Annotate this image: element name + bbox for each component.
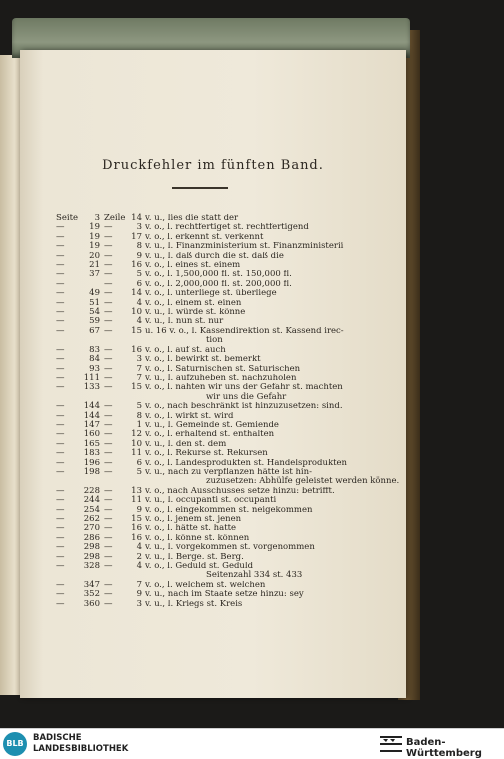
errata-page-number: 298 — [83, 542, 100, 553]
errata-correction: v. u., l. würde st. könne — [145, 308, 246, 318]
errata-line-number: 6 — [136, 457, 142, 468]
errata-correction: v. o., nach beschränkt ist hinzuzusetzen: sind. — [145, 402, 343, 412]
errata-row — [56, 289, 356, 298]
errata-row — [56, 590, 356, 599]
errata-page-label: — — [56, 269, 65, 280]
errata-page-label: — — [56, 316, 65, 327]
errata-line-number: 9 — [136, 504, 142, 515]
errata-correction: v. u., l. occupanti st. occupanti — [145, 496, 277, 506]
errata-line-number: 3 — [136, 222, 142, 233]
errata-correction: u. 16 v. o., l. Kassendirektion st. Kassend irec- — [145, 326, 344, 336]
errata-line-number: 6 — [136, 278, 142, 289]
errata-page-label: — — [56, 344, 65, 355]
errata-line-label: — — [104, 354, 113, 365]
errata-correction: v. o., l. 1,500,000 fl. st. 150,000 fl. — [145, 270, 292, 280]
errata-page-label: — — [56, 561, 65, 572]
errata-line-number: 10 — [131, 438, 142, 449]
errata-correction: v. o., l. bewirkt st. bemerkt — [145, 355, 261, 365]
errata-line-number: 14 — [131, 288, 142, 299]
page — [20, 50, 406, 698]
errata-continuation: zuzusetzen: Abhülfe geleistet werden könne. — [206, 476, 400, 487]
errata-line-label: Zeile — [104, 213, 126, 223]
errata-line-number: 3 — [136, 354, 142, 365]
errata-row — [56, 487, 356, 496]
errata-page-label: — — [56, 241, 65, 252]
errata-correction: v. u., l. Kriegs st. Kreis — [145, 599, 243, 609]
errata-line-number: 15 — [131, 325, 142, 336]
errata-row — [56, 280, 356, 289]
errata-page-label: — — [56, 297, 65, 308]
errata-line-label: — — [104, 457, 113, 468]
errata-correction: v. o., l. erhaltend st. enthalten — [145, 430, 275, 440]
errata-page-label: — — [56, 514, 65, 524]
errata-page-number: 352 — [83, 589, 100, 600]
errata-line-label: — — [104, 297, 113, 308]
errata-line-number: 9 — [136, 589, 142, 600]
errata-line-label: — — [104, 401, 113, 412]
title-rule — [172, 187, 228, 189]
errata-line-number: 16 — [131, 260, 142, 271]
errata-line-label: — — [104, 410, 113, 421]
errata-page-number: 198 — [83, 466, 100, 477]
errata-row — [56, 402, 356, 411]
errata-line-label: — — [104, 372, 113, 383]
errata-page-number: 360 — [83, 598, 100, 609]
errata-line-label: — — [104, 579, 113, 590]
errata-line-label: — — [104, 382, 113, 393]
errata-correction: v. o., l. Saturnischen st. Saturischen — [145, 364, 301, 374]
errata-row — [56, 524, 356, 533]
errata-page-number: 19 — [89, 231, 100, 242]
errata-line-number: 16 — [131, 523, 142, 534]
errata-continuation: wir uns die Gefahr — [206, 391, 287, 402]
errata-line-number: 13 — [131, 485, 142, 496]
errata-page-number: 54 — [89, 307, 100, 318]
errata-page-label: — — [56, 429, 65, 440]
errata-row — [56, 223, 356, 232]
errata-page-number: 59 — [89, 316, 100, 327]
errata-line-label: — — [104, 542, 113, 553]
errata-correction: v. o., l. jenem st. jenen — [145, 515, 242, 524]
errata-row — [56, 421, 356, 430]
errata-line-number: 10 — [131, 307, 142, 318]
errata-row — [56, 261, 356, 270]
errata-correction: v. o., l. eingekommen st. neigekommen — [145, 505, 313, 515]
errata-page-label: — — [56, 278, 65, 289]
errata-correction: v. u., l. Finanzministerium st. Finanzministerii — [145, 242, 344, 252]
state-coat-of-arms-icon[interactable] — [380, 734, 402, 754]
errata-line-label: — — [104, 448, 113, 459]
errata-page-label: — — [56, 288, 65, 299]
errata-page-label: — — [56, 438, 65, 449]
errata-page-label: — — [56, 250, 65, 261]
errata-row — [56, 242, 356, 251]
errata-row — [56, 440, 356, 449]
errata-page-number: 144 — [83, 410, 100, 421]
errata-row — [56, 346, 356, 355]
errata-page-label: — — [56, 466, 65, 477]
errata-page-number: 133 — [83, 382, 100, 393]
errata-correction: v. o., l. Geduld st. Geduld — [145, 562, 254, 572]
errata-correction: v. o., l. könne st. können — [145, 533, 250, 543]
errata-line-number: 11 — [131, 448, 142, 459]
blb-logo-icon[interactable]: BLB — [3, 732, 27, 756]
errata-row — [56, 365, 356, 374]
errata-page-number: 19 — [89, 222, 100, 233]
errata-row — [56, 214, 356, 223]
errata-line-number: 9 — [136, 250, 142, 261]
errata-correction: v. o., nach Ausschusses setze hinzu: betrifft. — [145, 486, 335, 496]
errata-correction: v. u., l. daß durch die st. daß die — [145, 251, 284, 261]
library-name[interactable] — [33, 733, 128, 755]
errata-page-label: — — [56, 231, 65, 242]
errata-page-label: — — [56, 448, 65, 459]
errata-page-number: 262 — [83, 514, 100, 524]
errata-row — [56, 581, 356, 590]
errata-line-label: — — [104, 241, 113, 252]
errata-page-number: 270 — [83, 523, 100, 534]
errata-page-number: 298 — [83, 551, 100, 562]
errata-row — [56, 374, 356, 383]
errata-correction: v. o., l. hätte st. hatte — [145, 524, 237, 534]
errata-page-number: 144 — [83, 401, 100, 412]
errata-page-number: 37 — [89, 269, 100, 280]
errata-row — [56, 355, 356, 364]
library-name-line2: LANDESBIBLIOTHEK — [33, 744, 129, 754]
errata-line-label: — — [104, 429, 113, 440]
errata-page-number: 228 — [83, 485, 100, 496]
errata-correction: v. u., nach zu verpflanzen hätte ist hin- — [145, 467, 312, 477]
errata-line-label: — — [104, 466, 113, 477]
errata-correction: v. o., l. auf st. auch — [145, 345, 226, 355]
errata-page-label: — — [56, 372, 65, 383]
state-name[interactable]: Baden-Württemberg — [406, 737, 482, 759]
errata-page-number: 196 — [83, 457, 100, 468]
errata-correction: v. u., l. Berge. st. Berg. — [145, 552, 244, 562]
errata-row — [56, 308, 356, 317]
errata-row — [56, 515, 356, 524]
errata-line-number: 4 — [136, 561, 142, 572]
page-title: Druckfehler im fünften Band. — [102, 158, 324, 173]
errata-line-number: 5 — [136, 269, 142, 280]
errata-page-label: — — [56, 307, 65, 318]
errata-page-label: — — [56, 325, 65, 336]
errata-correction: v. o., l. Rekurse st. Rekursen — [145, 449, 268, 459]
errata-row — [56, 600, 356, 609]
errata-page-number: 347 — [83, 579, 100, 590]
errata-line-number: 14 — [131, 213, 142, 223]
errata-page-label: — — [56, 523, 65, 534]
errata-line-label: — — [104, 269, 113, 280]
errata-line-label: — — [104, 485, 113, 496]
errata-line-label: — — [104, 551, 113, 562]
errata-line-number: 7 — [136, 372, 142, 383]
errata-line-number: 4 — [136, 316, 142, 327]
errata-line-label: — — [104, 250, 113, 261]
errata-line-label: — — [104, 325, 113, 336]
errata-line-number: 12 — [131, 429, 142, 440]
errata-list — [56, 213, 400, 609]
errata-page-label: — — [56, 485, 65, 496]
errata-line-label: — — [104, 278, 113, 289]
errata-page-number: 254 — [83, 504, 100, 515]
errata-correction: v. o., l. eines st. einem — [145, 261, 241, 271]
errata-page-label: — — [56, 382, 65, 393]
errata-line-label: — — [104, 504, 113, 515]
errata-row — [56, 553, 356, 562]
errata-row — [56, 534, 356, 543]
errata-page-number: 49 — [89, 288, 100, 299]
errata-line-label: — — [104, 316, 113, 327]
errata-line-number: 16 — [131, 532, 142, 543]
errata-correction: v. o., l. wirkt st. wird — [145, 411, 234, 421]
errata-row — [56, 299, 356, 308]
errata-line-number: 15 — [131, 514, 142, 524]
errata-line-label: — — [104, 288, 113, 299]
errata-page-label: — — [56, 410, 65, 421]
errata-line-label: — — [104, 231, 113, 242]
errata-line-label: — — [104, 514, 113, 524]
errata-line-label: — — [104, 260, 113, 271]
errata-page-label: — — [56, 222, 65, 233]
errata-line-label: — — [104, 495, 113, 506]
errata-page-number: 165 — [83, 438, 100, 449]
errata-page-label: Seite — [56, 213, 79, 223]
errata-page-number: 51 — [89, 297, 100, 308]
errata-page-label: — — [56, 589, 65, 600]
errata-line-number: 17 — [131, 231, 142, 242]
errata-row — [56, 270, 356, 279]
errata-row — [56, 252, 356, 261]
errata-page-label: — — [56, 363, 65, 374]
errata-row — [56, 496, 356, 505]
errata-page-number: 328 — [83, 561, 100, 572]
errata-row — [56, 233, 356, 242]
errata-line-number: 16 — [131, 344, 142, 355]
errata-page-number: 20 — [89, 250, 100, 261]
errata-page-label: — — [56, 401, 65, 412]
errata-line-label: — — [104, 222, 113, 233]
errata-correction: v. o., l. welchem st. welchen — [145, 580, 266, 590]
errata-correction: v. o., l. unterliege st. überliege — [145, 289, 277, 299]
errata-correction: v. u., l. aufzuheben st. nachzuholen — [145, 373, 297, 383]
errata-line-label: — — [104, 589, 113, 600]
errata-line-label: — — [104, 438, 113, 449]
errata-continuation: tion — [206, 335, 223, 346]
errata-line-label: — — [104, 307, 113, 318]
errata-correction: v. u., l. den st. dem — [145, 439, 227, 449]
errata-line-number: 8 — [136, 410, 142, 421]
errata-correction: v. o., l. 2,000,000 fl. st. 200,000 fl. — [145, 279, 292, 289]
errata-page-label: — — [56, 419, 65, 430]
errata-row — [56, 506, 356, 515]
errata-page-label: — — [56, 542, 65, 553]
errata-page-number: 160 — [83, 429, 100, 440]
errata-correction: v. o., l. erkennt st. verkennt — [145, 232, 264, 242]
errata-line-number: 4 — [136, 297, 142, 308]
errata-line-label: — — [104, 363, 113, 374]
errata-page-label: — — [56, 598, 65, 609]
errata-row — [56, 430, 356, 439]
errata-page-label: — — [56, 260, 65, 271]
errata-line-number: 4 — [136, 542, 142, 553]
errata-page-number: 147 — [83, 419, 100, 430]
errata-page-number: 21 — [89, 260, 100, 271]
errata-row — [56, 543, 356, 552]
errata-page-number: 83 — [89, 344, 100, 355]
errata-page-label: — — [56, 579, 65, 590]
errata-line-number: 2 — [136, 551, 142, 562]
errata-row — [56, 449, 356, 458]
errata-page-number: 19 — [89, 241, 100, 252]
errata-line-label: — — [104, 344, 113, 355]
errata-line-number: 3 — [136, 598, 142, 609]
errata-correction: v. o., l. nahten wir uns der Gefahr st. machten — [145, 383, 343, 393]
errata-row — [56, 459, 356, 468]
errata-continuation: Seitenzahl 334 st. 433 — [206, 570, 303, 581]
errata-row — [56, 317, 356, 326]
errata-correction: v. o., l. einem st. einen — [145, 298, 242, 308]
errata-page-label: — — [56, 354, 65, 365]
errata-page-number: 244 — [83, 495, 100, 506]
errata-line-number: 8 — [136, 241, 142, 252]
errata-correction: v. u., l. Gemeinde st. Gemiende — [145, 420, 279, 430]
errata-correction: v. u., nach im Staate setze hinzu: sey — [145, 590, 304, 600]
errata-correction: v. o., l. Landesprodukten st. Handelsprodukten — [145, 458, 348, 468]
errata-line-label: — — [104, 561, 113, 572]
errata-correction: v. o., l. rechtfertiget st. rechtfertigend — [145, 223, 309, 233]
errata-line-label: — — [104, 532, 113, 543]
errata-correction: v. u., l. nun st. nur — [145, 317, 224, 327]
errata-line-number: 5 — [136, 466, 142, 477]
errata-page-label: — — [56, 551, 65, 562]
errata-line-number: 1 — [136, 419, 142, 430]
errata-line-label: — — [104, 523, 113, 534]
errata-correction: v. u., lies die statt der — [145, 214, 239, 223]
library-name-line1: BADISCHE — [33, 733, 82, 743]
errata-page-number: 93 — [89, 363, 100, 374]
footer-bar — [0, 728, 504, 759]
errata-page-label: — — [56, 495, 65, 506]
errata-line-label: — — [104, 419, 113, 430]
errata-page-number: 183 — [83, 448, 100, 459]
errata-page-label: — — [56, 457, 65, 468]
errata-page-label: — — [56, 504, 65, 515]
errata-line-number: 7 — [136, 579, 142, 590]
errata-line-number: 7 — [136, 363, 142, 374]
errata-page-number: 3 — [94, 213, 100, 223]
errata-line-number: 5 — [136, 401, 142, 412]
errata-line-number: 11 — [131, 495, 142, 506]
errata-correction: v. u., l. vorgekommen st. vorgenommen — [145, 543, 315, 553]
errata-page-number: 286 — [83, 532, 100, 543]
errata-line-label: — — [104, 598, 113, 609]
errata-page-number: 111 — [83, 372, 100, 383]
errata-line-number: 15 — [131, 382, 142, 393]
errata-page-label: — — [56, 532, 65, 543]
errata-page-number: 67 — [89, 325, 100, 336]
errata-row — [56, 412, 356, 421]
errata-page-number: 84 — [89, 354, 100, 365]
